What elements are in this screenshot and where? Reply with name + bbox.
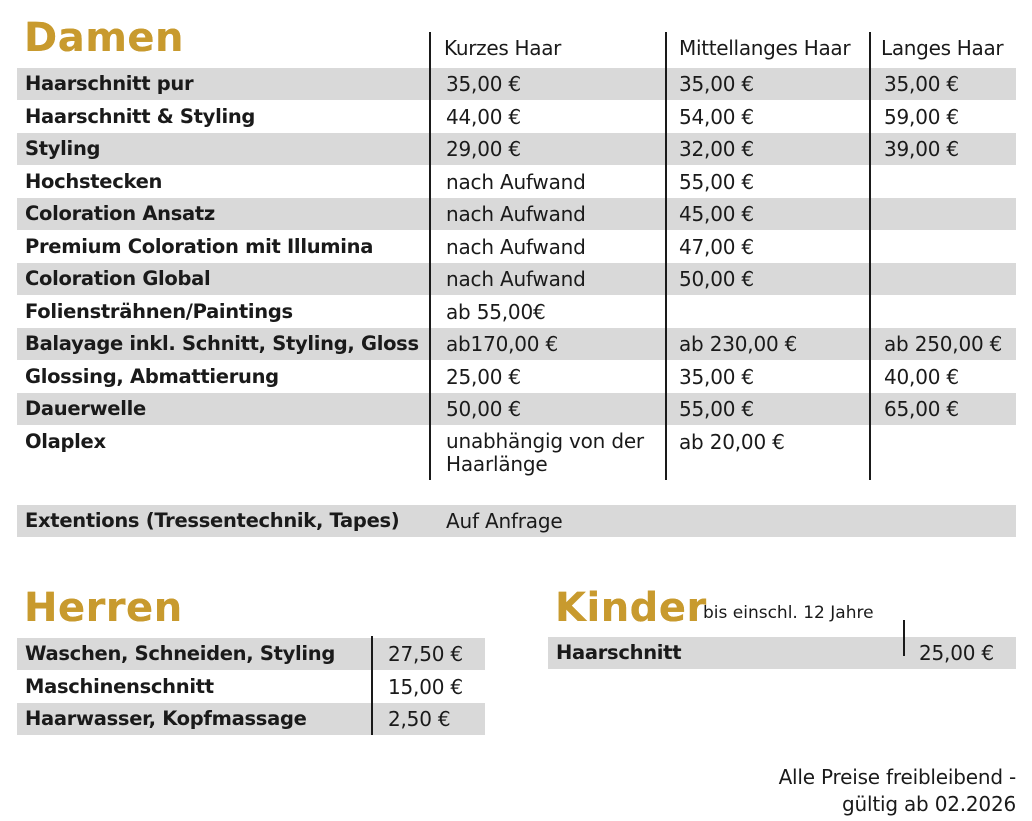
damen-row — [17, 393, 1016, 425]
price-kurzes-haar: 50,00 € — [446, 397, 521, 421]
price-kurzes-haar: unabhängig von der Haarlänge — [446, 428, 644, 476]
price-kurzes-haar: 29,00 € — [446, 137, 521, 161]
herren-row — [17, 638, 485, 670]
price-langes-haar: 35,00 € — [884, 72, 959, 96]
price-mittellanges-haar: 50,00 € — [679, 267, 754, 291]
service-name: Dauerwelle — [25, 397, 146, 420]
damen-row — [17, 361, 1016, 393]
price-kurzes-haar: nach Aufwand — [446, 267, 586, 291]
column-divider — [665, 32, 667, 480]
price-kurzes-haar: 25,00 € — [446, 364, 521, 389]
price-kurzes-haar: nach Aufwand — [446, 169, 586, 194]
column-divider — [371, 636, 373, 735]
herren-row — [17, 703, 485, 735]
price-mittellanges-haar: 35,00 € — [679, 364, 754, 389]
service-name: Balayage inkl. Schnitt, Styling, Gloss — [25, 332, 419, 355]
kinder-age-note: bis einschl. 12 Jahre — [703, 603, 874, 623]
damen-row — [17, 263, 1016, 295]
footer-note-line1: Alle Preise freibleibend - — [778, 765, 1016, 789]
price-langes-haar: 59,00 € — [884, 104, 959, 129]
service-price: 27,50 € — [388, 642, 463, 666]
service-name: Styling — [25, 137, 101, 160]
column-divider — [903, 620, 905, 656]
column-header-langes-haar: Langes Haar — [881, 36, 1004, 60]
herren-heading: Herren — [24, 585, 183, 631]
service-name: Premium Coloration mit Illumina — [25, 234, 374, 258]
service-name: Waschen, Schneiden, Styling — [25, 642, 336, 665]
service-name: Haarwasser, Kopfmassage — [25, 707, 307, 730]
damen-row — [17, 101, 1016, 133]
column-header-mittellanges-haar: Mittellanges Haar — [679, 36, 851, 60]
service-name: Maschinenschnitt — [25, 674, 214, 698]
damen-row — [17, 133, 1016, 165]
price-kurzes-haar: nach Aufwand — [446, 234, 586, 259]
damen-heading: Damen — [24, 15, 184, 61]
price-langes-haar: ab 250,00 € — [884, 332, 1003, 356]
price-kurzes-haar: ab 55,00€ — [446, 299, 546, 324]
service-name: Haarschnitt pur — [25, 72, 194, 95]
damen-row — [17, 68, 1016, 100]
extentions-name: Extentions (Tressentechnik, Tapes) — [25, 509, 400, 532]
footer-note-line2: gültig ab 02.2026 — [842, 792, 1016, 816]
price-mittellanges-haar: 35,00 € — [679, 72, 754, 96]
service-name: Hochstecken — [25, 169, 163, 193]
service-price: 25,00 € — [919, 641, 994, 665]
damen-row — [17, 198, 1016, 230]
service-name: Foliensträhnen/Paintings — [25, 299, 293, 323]
price-mittellanges-haar: 32,00 € — [679, 137, 754, 161]
kinder-row — [548, 637, 1016, 669]
service-price: 2,50 € — [388, 707, 451, 731]
price-mittellanges-haar: 54,00 € — [679, 104, 754, 129]
price-mittellanges-haar: 55,00 € — [679, 169, 754, 194]
price-langes-haar: 39,00 € — [884, 137, 959, 161]
service-name: Coloration Ansatz — [25, 202, 215, 225]
damen-row — [17, 231, 1016, 263]
column-divider — [429, 32, 431, 480]
price-mittellanges-haar: 45,00 € — [679, 202, 754, 226]
column-header-kurzes-haar: Kurzes Haar — [444, 36, 562, 60]
service-name: Glossing, Abmattierung — [25, 364, 279, 388]
price-mittellanges-haar: 55,00 € — [679, 397, 754, 421]
damen-row — [17, 426, 1016, 476]
damen-row — [17, 328, 1016, 360]
price-langes-haar: 40,00 € — [884, 364, 959, 389]
price-kurzes-haar: 44,00 € — [446, 104, 521, 129]
extentions-row — [17, 505, 1016, 537]
service-name: Haarschnitt & Styling — [25, 104, 256, 128]
service-name: Olaplex — [25, 429, 106, 453]
service-name: Haarschnitt — [556, 641, 682, 664]
price-mittellanges-haar: 47,00 € — [679, 234, 754, 259]
price-kurzes-haar: nach Aufwand — [446, 202, 586, 226]
price-kurzes-haar: ab170,00 € — [446, 332, 559, 356]
price-mittellanges-haar: ab 230,00 € — [679, 332, 798, 356]
price-langes-haar: 65,00 € — [884, 397, 959, 421]
herren-row — [17, 671, 485, 703]
service-price: 15,00 € — [388, 674, 463, 699]
column-divider — [869, 32, 871, 480]
damen-row — [17, 296, 1016, 328]
price-mittellanges-haar: ab 20,00 € — [679, 429, 785, 454]
service-name: Coloration Global — [25, 267, 211, 290]
damen-row — [17, 166, 1016, 198]
kinder-heading: Kinder — [555, 585, 707, 631]
extentions-price: Auf Anfrage — [446, 509, 563, 533]
price-kurzes-haar: 35,00 € — [446, 72, 521, 96]
